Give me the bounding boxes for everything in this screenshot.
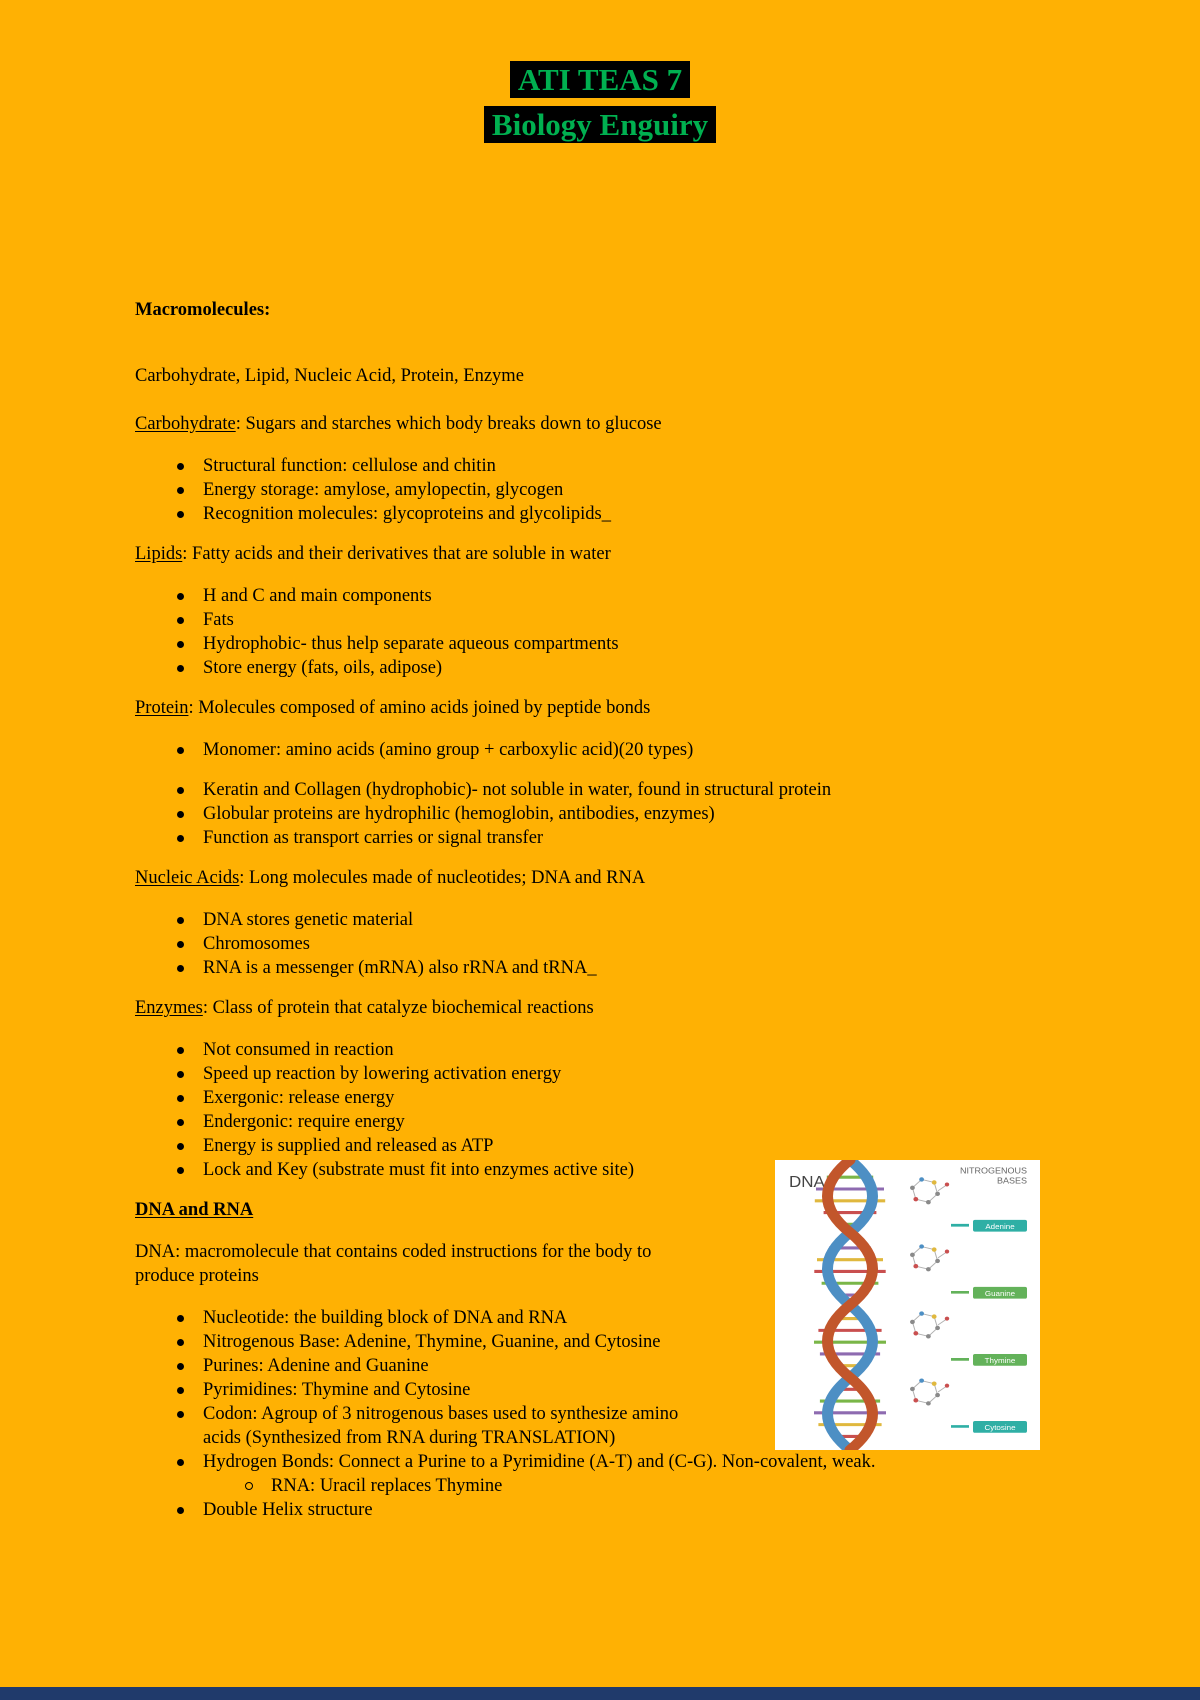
section-description: : Fatty acids and their derivatives that are soluble in water: [182, 544, 611, 564]
bullet-item: Chromosomes: [175, 932, 1070, 956]
section-term: Nucleic Acids: [135, 868, 240, 888]
bullet-list: [175, 778, 1070, 850]
bullet-list: [175, 454, 1070, 526]
bullet-text: Purines: Adenine and Guanine: [203, 1356, 429, 1376]
title-block: [0, 60, 1200, 150]
dna-sub-bullet-list: [243, 1474, 1070, 1498]
figure-background: [775, 1160, 1040, 1450]
bullet-text: Pyrimidines: Thymine and Cytosine: [203, 1380, 471, 1400]
title-text-2: Biology Enguiry: [484, 106, 716, 143]
bullet-item: Energy is supplied and released as ATP: [175, 1134, 1070, 1158]
legend-label-adenine: Adenine: [985, 1222, 1015, 1231]
footer-bar: [0, 1687, 1200, 1700]
legend-label-thymine: Thymine: [984, 1356, 1016, 1365]
bullet-item: [175, 1402, 720, 1450]
bullet-item: Endergonic: require energy: [175, 1110, 1070, 1134]
section-description: : Sugars and starches which body breaks down to glucose: [235, 414, 662, 434]
bullet-item: Energy storage: amylose, amylopectin, glycogen: [175, 478, 1070, 502]
bullet-item: [175, 1498, 1070, 1522]
section-heading: [135, 696, 1070, 720]
section-heading: [135, 996, 1070, 1020]
figure-dna-label: DNA: [789, 1173, 825, 1191]
section-term: Carbohydrate: [135, 414, 236, 434]
figure-legend-title-line2: BASES: [997, 1175, 1027, 1186]
bullet-item: Speed up reaction by lowering activation energy: [175, 1062, 1070, 1086]
section-term: Enzymes: [135, 998, 203, 1018]
bullet-item: Fats: [175, 608, 1070, 632]
bullet-text: Double Helix structure: [203, 1500, 373, 1520]
section-description: : Long molecules made of nucleotides; DNA and RNA: [239, 868, 646, 888]
section-term: Lipids: [135, 544, 183, 564]
section-heading: [135, 412, 1070, 436]
sub-bullet-item: [243, 1474, 1070, 1498]
bullet-item: Hydrophobic- thus help separate aqueous compartments: [175, 632, 1070, 656]
section-term: Protein: [135, 698, 189, 718]
bullet-list: [175, 908, 1070, 980]
section-description: : Molecules composed of amino acids joined by peptide bonds: [188, 698, 651, 718]
bullet-item: Store energy (fats, oils, adipose): [175, 656, 1070, 680]
bullet-item: H and C and main components: [175, 584, 1070, 608]
bullet-item: Exergonic: release energy: [175, 1086, 1070, 1110]
bullet-item: Not consumed in reaction: [175, 1038, 1070, 1062]
legend-label-cytosine: Cytosine: [984, 1423, 1016, 1432]
title-line-2: [0, 105, 1200, 150]
legend-label-guanine: Guanine: [984, 1289, 1016, 1298]
sub-bullet-text: RNA: Uracil replaces Thymine: [271, 1476, 503, 1496]
bullet-item: Globular proteins are hydrophilic (hemoglobin, antibodies, enzymes): [175, 802, 1070, 826]
bullet-text: Nitrogenous Base: Adenine, Thymine, Guanine, and Cytosine: [203, 1332, 661, 1352]
bullet-list: [175, 738, 1070, 762]
bullet-item: RNA is a messenger (mRNA) also rRNA and tRNA_: [175, 956, 1070, 980]
macromolecule-list-line: Carbohydrate, Lipid, Nucleic Acid, Protein, Enzyme: [135, 366, 524, 386]
dna-illustration: [775, 1160, 1040, 1450]
title-text-1: ATI TEAS 7: [510, 61, 690, 98]
macromolecule-sections: [135, 412, 1070, 1182]
section-heading: [135, 866, 1070, 890]
dna-illustration-panel: [775, 1160, 1040, 1450]
bullet-item: Structural function: cellulose and chitin: [175, 454, 1070, 478]
bullet-item: Lock and Key (substrate must fit into enzymes active site): [175, 1158, 1070, 1182]
macromolecules-heading: Macromolecules:: [135, 300, 271, 320]
bullet-item: Monomer: amino acids (amino group + carboxylic acid)(20 types): [175, 738, 1070, 762]
bullet-item: Function as transport carries or signal transfer: [175, 826, 1070, 850]
bullet-item: DNA stores genetic material: [175, 908, 1070, 932]
dna-rna-heading-text: DNA and RNA: [135, 1200, 254, 1220]
bullet-list: [175, 584, 1070, 680]
bullet-item: [175, 1450, 1070, 1498]
bullet-item: Keratin and Collagen (hydrophobic)- not soluble in water, found in structural protein: [175, 778, 1070, 802]
bullet-text: Nucleotide: the building block of DNA and RNA: [203, 1308, 568, 1328]
section-heading: [135, 542, 1070, 566]
dna-definition-paragraph: DNA: macromolecule that contains coded instructions for the body to produce proteins: [135, 1242, 652, 1286]
bullet-text: Hydrogen Bonds: Connect a Purine to a Pyrimidine (A-T) and (C-G). Non-covalent, weak.: [203, 1452, 876, 1472]
figure-legend-title-line1: NITROGENOUS: [960, 1165, 1027, 1176]
document-body: [135, 298, 1070, 1538]
bullet-text: Codon: Agroup of 3 nitrogenous bases used to synthesize amino acids (Synthesized from RNA during TRANSLATION): [203, 1404, 679, 1448]
bullet-item: Recognition molecules: glycoproteins and glycolipids_: [175, 502, 1070, 526]
section-description: : Class of protein that catalyze biochemical reactions: [202, 998, 594, 1018]
title-line-1: [0, 60, 1200, 105]
